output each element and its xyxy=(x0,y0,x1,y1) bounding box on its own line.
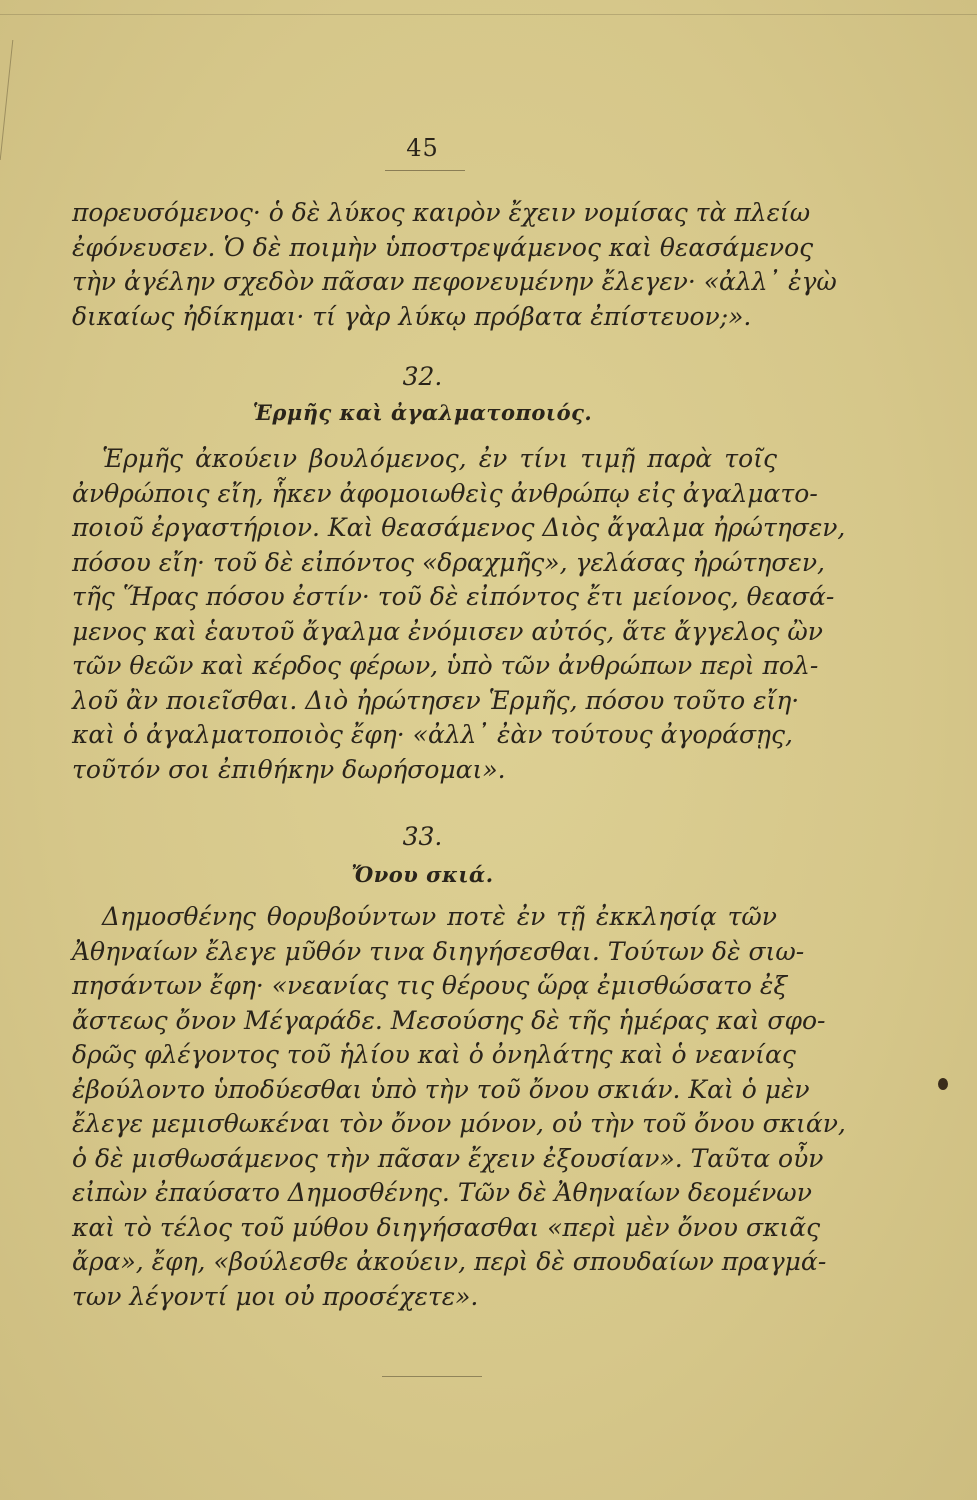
section-end-rule xyxy=(382,1376,482,1377)
text-line: πόσου εἴη· τοῦ δὲ εἰπόντος «δραχμῆς», γελάσας ἠρώτησεν, xyxy=(72,547,825,577)
text-line: Ἀθηναίων ἔλεγε μῦθόν τινα διηγήσεσθαι. Τούτων δὲ σιω- xyxy=(72,936,805,966)
fable-31-ending xyxy=(72,196,837,334)
page-top-edge xyxy=(0,14,977,15)
text-line: τὴν ἀγέλην σχεδὸν πᾶσαν πεφονευμένην ἔλεγεν· «ἀλλ᾽ ἐγὼ xyxy=(72,267,837,296)
text-line: πορευσόμενος· ὁ δὲ λύκος καιρὸν ἔχειν νομίσας τὰ πλείω xyxy=(72,198,811,227)
text-line: ἐβούλοντο ὑποδύεσθαι ὑπὸ τὴν τοῦ ὄνου σκιάν. Καὶ ὁ μὲν xyxy=(72,1074,810,1104)
fable-32-number: 32. xyxy=(402,362,443,391)
fable-33-number: 33. xyxy=(402,822,443,851)
text-line: εἰπὼν ἐπαύσατο Δημοσθένης. Τῶν δὲ Ἀθηναίων δεομένων xyxy=(72,1178,812,1207)
text-line: ἐφόνευσεν. Ὁ δὲ ποιμὴν ὑποστρεψάμενος καὶ θεασάμενος xyxy=(72,232,814,262)
text-line: δρῶς φλέγοντος τοῦ ἡλίου καὶ ὁ ὀνηλάτης καὶ ὁ νεανίας xyxy=(72,1040,796,1069)
text-line: καὶ ὁ ἀγαλματοποιὸς ἔφη· «ἀλλ᾽ ἐὰν τούτους ἀγοράσῃς, xyxy=(72,720,793,749)
text-line: πησάντων ἔφη· «νεανίας τις θέρους ὥρᾳ ἐμισθώσατο ἐξ xyxy=(72,971,788,1000)
text-line: ἔλεγε μεμισθωκέναι τὸν ὄνον μόνον, οὐ τὴν τοῦ ὄνου σκιάν, xyxy=(72,1109,846,1138)
ink-stain xyxy=(938,1078,948,1090)
page-number-rule xyxy=(385,170,465,171)
text-line: τῆς Ἥρας πόσου ἐστίν· τοῦ δὲ εἰπόντος ἔτι μείονος, θεασά- xyxy=(72,582,835,611)
fable-33-title: Ὄνου σκιά. xyxy=(351,862,494,887)
text-line: λοῦ ἂν ποιεῖσθαι. Διὸ ἠρώτησεν Ἑρμῆς, πόσου τοῦτο εἴη· xyxy=(72,685,800,715)
text-line: τῶν θεῶν καὶ κέρδος φέρων, ὑπὸ τῶν ἀνθρώπων περὶ πολ- xyxy=(72,651,819,680)
text-line: ἄστεως ὄνον Μέγαράδε. Μεσούσης δὲ τῆς ἡμέρας καὶ σφο- xyxy=(72,1005,826,1035)
text-line: τοῦτόν σοι ἐπιθήκην δωρήσομαι». xyxy=(72,754,506,784)
text-line: Δημοσθένης θορυβούντων ποτὲ ἐν τῇ ἐκκλησίᾳ τῶν xyxy=(102,902,777,931)
text-line: ὁ δὲ μισθωσάμενος τὴν πᾶσαν ἔχειν ἐξουσίαν». Ταῦτα οὖν xyxy=(72,1143,824,1173)
text-line: ἀνθρώποις εἴη, ἧκεν ἀφομοιωθεὶς ἀνθρώπῳ εἰς ἀγαλματο- xyxy=(72,478,818,508)
text-line: καὶ τὸ τέλος τοῦ μύθου διηγήσασθαι «περὶ μὲν ὄνου σκιᾶς xyxy=(72,1212,821,1242)
text-line: μενος καὶ ἑαυτοῦ ἄγαλμα ἐνόμισεν αὐτός, ἅτε ἄγγελος ὢν xyxy=(72,616,823,646)
fable-32-text xyxy=(72,442,846,787)
text-line: ἄρα», ἔφη, «βούλεσθε ἀκούειν, περὶ δὲ σπουδαίων πραγμά- xyxy=(72,1247,827,1276)
fable-33-text xyxy=(72,900,846,1314)
text-line: ποιοῦ ἐργαστήριον. Καὶ θεασάμενος Διὸς ἄγαλμα ἠρώτησεν, xyxy=(72,513,846,542)
text-line: δικαίως ἠδίκημαι· τί γὰρ λύκῳ πρόβατα ἐπίστευον;». xyxy=(72,301,752,331)
fable-32-title: Ἑρμῆς καὶ ἀγαλματοποιός. xyxy=(252,400,593,425)
text-line: των λέγοντί μοι οὐ προσέχετε». xyxy=(72,1281,479,1311)
page-number: 45 xyxy=(406,134,439,162)
text-line: Ἑρμῆς ἀκούειν βουλόμενος, ἐν τίνι τιμῇ παρὰ τοῖς xyxy=(102,444,777,473)
